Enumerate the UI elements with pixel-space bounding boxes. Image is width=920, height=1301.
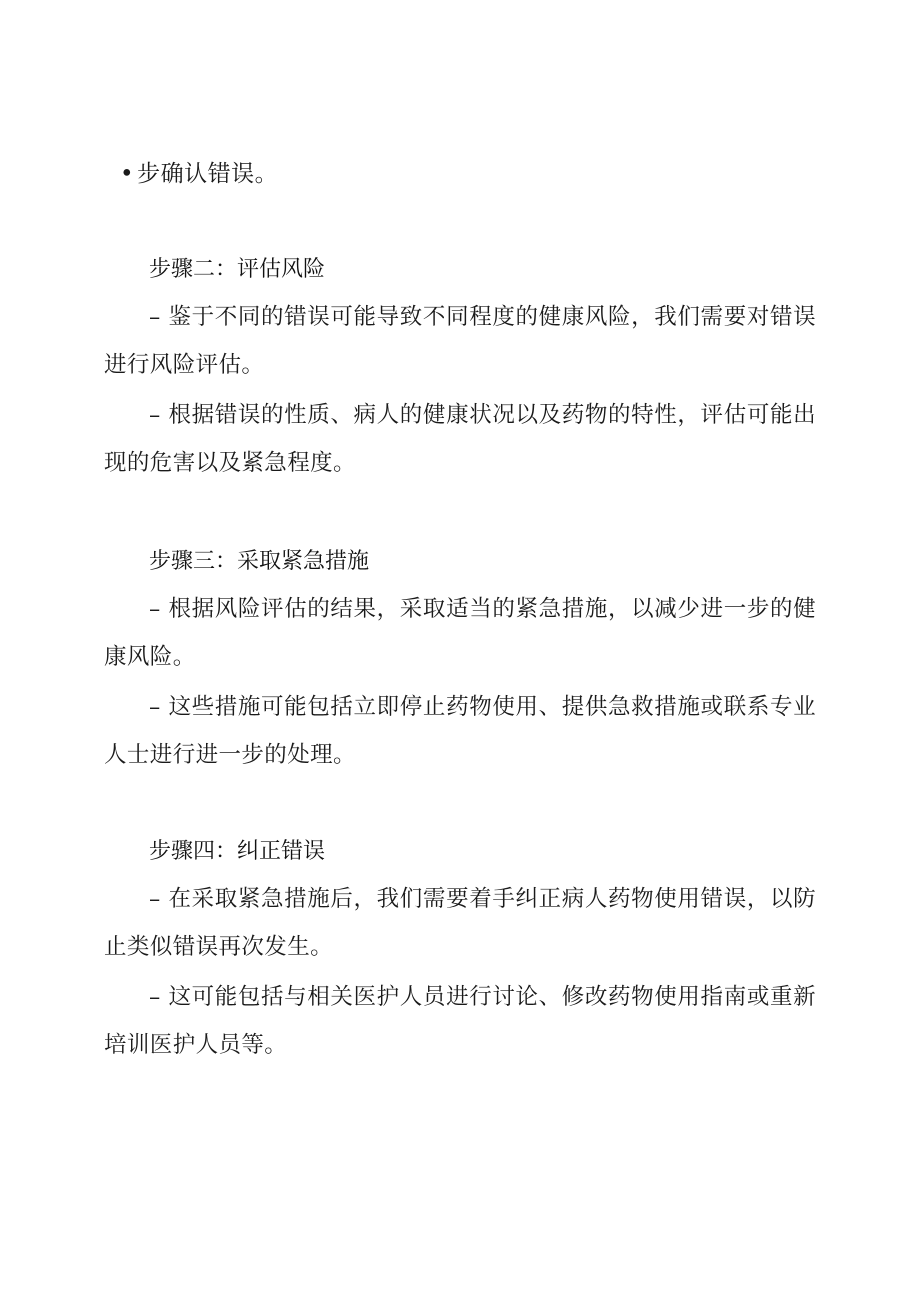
section-step-2 (104, 253, 816, 487)
section-heading: 步骤二：评估风险 (149, 257, 326, 282)
section-heading: 步骤三：采取紧急措施 (149, 549, 370, 574)
section-paragraph: – 鉴于不同的错误可能导致不同程度的健康风险，我们需要对错误进行风险评估。 (104, 304, 816, 378)
section-paragraph: – 在采取紧急措施后，我们需要着手纠正病人药物使用错误，以防止类似错误再次发生。 (104, 886, 816, 960)
intro-bullet-line (120, 157, 278, 191)
section-paragraph: – 根据错误的性质、病人的健康状况以及药物的特性，评估可能出现的危害以及紧急程度。 (104, 402, 816, 476)
section-step-3 (104, 545, 816, 779)
section-step-4 (104, 835, 816, 1069)
intro-bullet-text: 步确认错误。 (137, 161, 279, 187)
section-heading: 步骤四：纠正错误 (149, 839, 326, 864)
section-paragraph: – 根据风险评估的结果，采取适当的紧急措施，以减少进一步的健康风险。 (104, 596, 816, 670)
bullet-icon: • (120, 161, 135, 187)
section-paragraph: – 这些措施可能包括立即停止药物使用、提供急救措施或联系专业人士进行进一步的处理。 (104, 694, 816, 768)
section-paragraph: – 这可能包括与相关医护人员进行讨论、修改药物使用指南或重新培训医护人员等。 (104, 984, 816, 1058)
